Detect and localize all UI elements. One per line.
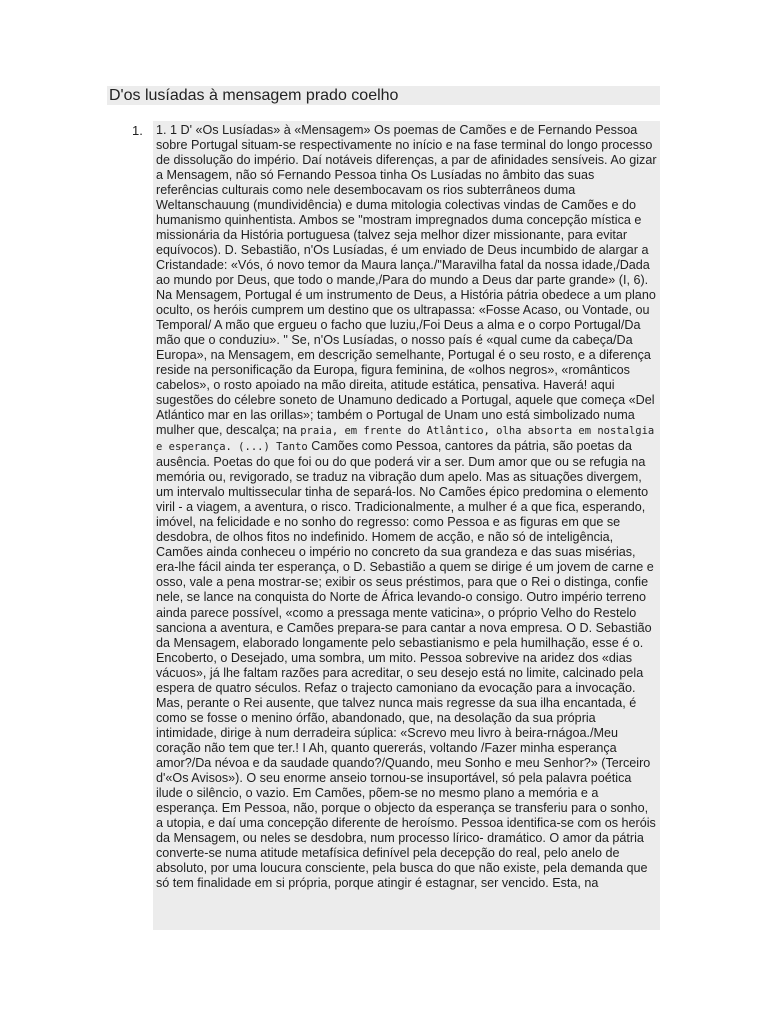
- body-text-mono: praia, em frente do Atlântico, olha absorta em nostalgia e esperança. (...) Tanto: [156, 425, 655, 454]
- body-text-part-2: Camões como Pessoa, cantores da pátria, são poetas da ausência. Poetas do que foi ou do que poderá vir a ser. Dum amor que ou se refugia na memória ou, revigorado, se traduz na vibração dum apelo. Mas as situações divergem, um intervalo multissecular tinha de separá-los. No Camões épico predomina o elemento viril - a viagem, a aventura, o risco. Tradicionalmente, a mulher é a que fica, esperando, imóvel, na felicidade e no sonho do regresso: como Pessoa e as figuras em que se desdobra, de olhos fitos no indefinido. Homem de acção, e não só de inteligência, Camões ainda conheceu o império no concreto da sua grandeza e das suas misérias, era-lhe fácil ainda ter esperança, o D. Sebastião a quem se dirige é um jovem de carne e osso, vale a pena mostrar-se; exibir os seus préstimos, para que o Rei o distinga, confie nele, se lance na conquista do Norte de África levando-o consigo. Outro império terreno ainda parece possível, «como a pressaga mente vaticina», o próprio Velho do Restelo sanciona a aventura, e Camões prepara-se para cantar a nova empresa. O D. Sebastião da Mensagem, elaborado longamente pelo sebastianismo e pela humilhação, esse é o. Encoberto, o Desejado, uma sombra, um mito. Pessoa sobrevive na aridez dos «dias vácuos», já lhe faltam razões para acreditar, o seu desejo está no limite, calcinado pela espera de quatro séculos. Refaz o trajecto camoniano da evocação para a invocação. Mas, perante o Rei ausente, que talvez nunca mais regresse da sua ilha encantada, é como se fosse o menino órfão, abandonado, que, na desolação da sua própria intimidade, dirige à num derradeira súplica: «Screvo meu livro à beira-rnágoa./Meu coração não tem que ter.! I Ah, quanto quererás, voltando /Fazer minha esperança amor?/Da névoa e da saudade quando?/Quando, meu Sonho e meu Senhor?» (Terceiro d'«Os Avisos»). O seu enorme anseio tornou-se insuportável, só pela palavra poética ilude o silêncio, o vazio. Em Camões, põem-se no mesmo plano a memória e a esperança. Em Pessoa, não, porque o objecto da esperança se transferiu para o sonho, a utopia, e daí uma concepção diferente de heroísmo. Pessoa identifica-se com os heróis da Mensagem, ou neles se desdobra, num processo lírico- dramático. O amor da pátria converte-se numa atitude metafísica definível pela decepção do real, pelo anelo de absoluto, por uma loucura consciente, pela busca do que não existe, pela demanda que só tem finalidade em si própria, porque atingir é estagnar, ser vencido. Esta, na: [156, 439, 656, 890]
- list-number: 1.: [132, 123, 143, 138]
- page-title: D'os lusíadas à mensagem prado coelho: [109, 87, 399, 104]
- body-paragraph: [153, 121, 660, 891]
- title-bar: [107, 86, 660, 105]
- body-text-part-1: 1. 1 D' «Os Lusíadas» à «Mensagem» Os poemas de Camões e de Fernando Pessoa sobre Portugal situam-se respectivamente no início e na fase terminal do longo processo de dissolução do império. Daí notáveis diferenças, a par de afinidades sensíveis. Ao gizar a Mensagem, não só Fernando Pessoa tinha Os Lusíadas no âmbito das suas referências culturais como nele desembocavam os rios subterrâneos duma Weltanschauung (mundividência) e duma mitologia colectivas vindas de Camões e do humanismo quinhentista. Ambos se "mostram impregnados duma concepção mística e missionária da História portuguesa (talvez seja melhor dizer missionante, para evitar equívocos). D. Sebastião, n'Os Lusíadas, é um enviado de Deus incumbido de alargar a Cristandade: «Vós, ó novo temor da Maura lança./"Maravilha fatal da nossa idade,/Dada ao mundo por Deus, que todo o mande,/Para do mundo a Deus dar parte grande» (I, 6). Na Mensagem, Portugal é um instrumento de Deus, a História pátria obedece a um plano oculto, os heróis cumprem um destino que os ultrapassa: «Fosse Acaso, ou Vontade, ou Temporal/ A mão que ergueu o facho que luziu,/Foi Deus a alma e o corpo Portugal/Da mão que o conduziu». " Se, n'Os Lusíadas, o nosso país é «qual cume da cabeça/Da Europa», na Mensagem, em descrição semelhante, Portugal é o seu rosto, e a diferença reside na personificação da Europa, figura feminina, de «olhos negros», «românticos cabelos», o rosto apoiado na mão direita, atitude estática, pensativa. Haverá! aqui sugestões do célebre soneto de Unamuno dedicado a Portugal, aquele que começa «Del Atlántico mar en las orillas»; também o Portugal de Unam uno está simbolizado numa mulher que, descalça; na: [156, 123, 657, 438]
- body-text-box: [153, 121, 660, 930]
